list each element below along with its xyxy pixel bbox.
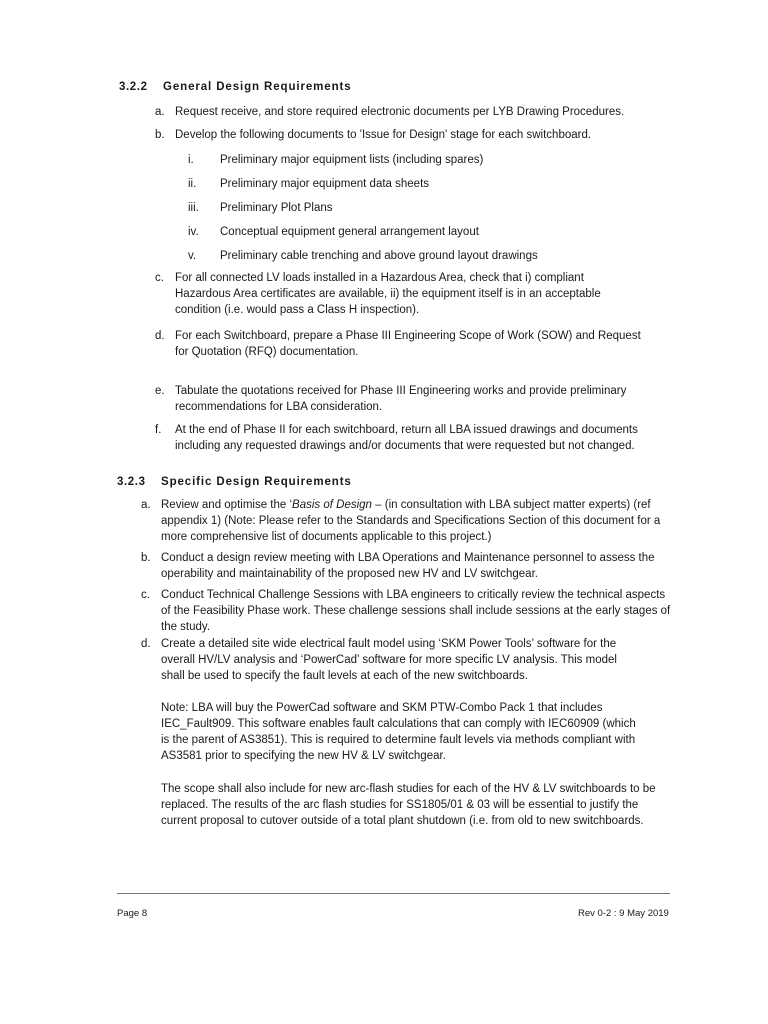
- revision-label: Rev 0-2 : 9 May 2019: [578, 908, 669, 919]
- list-marker: b.: [141, 552, 151, 564]
- list-marker: iv.: [188, 226, 199, 238]
- list-text: For each Switchboard, prepare a Phase III Engineering Scope of Work (SOW) and Request for Quotation (RFQ) documentation.: [175, 330, 641, 358]
- list-text: Preliminary major equipment data sheets: [220, 178, 430, 190]
- list-item: [155, 104, 665, 120]
- sub-list-item: [188, 152, 618, 168]
- list-text: Conceptual equipment general arrangement layout: [220, 226, 479, 238]
- list-marker: b.: [155, 129, 165, 141]
- list-text: Preliminary Plot Plans: [220, 202, 333, 214]
- list-text: For all connected LV loads installed in a Hazardous Area, check that i) compliant Hazardous Area certificates are available, ii) the equipment itself is in an acceptable condition (i.e. would pass a Class H inspection).: [175, 272, 601, 316]
- list-text: Conduct Technical Challenge Sessions with LBA engineers to critically review the technical aspects of the Feasibility Phase work. These challenge sessions shall include sessions at the early stages of the study.: [161, 589, 671, 633]
- list-text: Request receive, and store required electronic documents per LYB Drawing Procedures.: [175, 106, 625, 118]
- list-item: [141, 587, 671, 635]
- list-item: [155, 270, 635, 318]
- list-marker: c.: [141, 589, 150, 601]
- note-paragraph: Note: LBA will buy the PowerCad software and SKM PTW-Combo Pack 1 that includes IEC_Fault909. This software enables fault calculations that can comply with IEC60909 (which is the parent of AS3851). This is required to determine fault levels via methods compliant with AS3581 prior to specifying the new HV & LV switchgear.: [161, 702, 636, 762]
- section-number: 3.2.3: [117, 476, 146, 488]
- list-text: Conduct a design review meeting with LBA Operations and Maintenance personnel to assess the operability and maintainability of the proposed new HV and LV switchgear.: [161, 552, 655, 580]
- list-text: At the end of Phase II for each switchboard, return all LBA issued drawings and documents including any requested drawings and/or documents that were requested but not changed.: [175, 424, 638, 452]
- list-marker: c.: [155, 272, 164, 284]
- section-heading-323: [117, 474, 352, 490]
- list-text: Develop the following documents to 'Issue for Design' stage for each switchboard.: [175, 129, 592, 141]
- section-heading-322: [119, 79, 352, 95]
- emphasis-text: Basis of Design: [292, 499, 372, 511]
- list-item: [155, 328, 645, 360]
- section-number: 3.2.2: [119, 81, 148, 93]
- list-text: Tabulate the quotations received for Phase III Engineering works and provide preliminary recommendations for LBA consideration.: [175, 385, 627, 413]
- list-marker: e.: [155, 385, 165, 397]
- scope-paragraph: The scope shall also include for new arc-flash studies for each of the HV & LV switchboards to be replaced. The results of the arc flash studies for SS1805/01 & 03 will be essential to justify the current proposal to cutover outside of a total plant shutdown (i.e. from old to new switchboards.: [161, 783, 656, 827]
- list-marker: iii.: [188, 202, 199, 214]
- list-marker: i.: [188, 154, 194, 166]
- list-text: [161, 497, 666, 545]
- text-run: Review and optimise the ‘: [161, 499, 293, 511]
- sub-list-item: [188, 200, 618, 216]
- footer-divider: [117, 893, 670, 894]
- list-item: [155, 127, 665, 143]
- page-number: Page 8: [117, 908, 148, 919]
- text-run: – (in consultation with LBA subject matter experts) (ref appendix 1) (Note: Please refer to the Standards and Specifications Section of this document for a more comprehensive list of documents applicable to this project.): [161, 499, 661, 543]
- list-marker: f.: [155, 424, 162, 436]
- list-item: [141, 636, 631, 684]
- section-title: General Design Requirements: [163, 81, 352, 93]
- list-marker: v.: [188, 250, 197, 262]
- list-item: [155, 422, 675, 454]
- list-text: Preliminary cable trenching and above ground layout drawings: [220, 250, 538, 262]
- list-item: [141, 497, 666, 545]
- sub-list-item: [188, 248, 618, 264]
- list-text: Create a detailed site wide electrical fault model using ‘SKM Power Tools’ software for the overall HV/LV analysis and ‘PowerCad’ software for more specific LV analysis. This model shall be used to specify the fault levels at each of the new switchboards.: [161, 638, 617, 682]
- list-item: [155, 383, 675, 415]
- list-item: [141, 550, 661, 582]
- list-marker: ii.: [188, 178, 197, 190]
- list-marker: d.: [155, 330, 165, 342]
- sub-list-item: [188, 224, 618, 240]
- list-marker: a.: [155, 106, 165, 118]
- list-text: Preliminary major equipment lists (including spares): [220, 154, 484, 166]
- list-marker: d.: [141, 638, 151, 650]
- section-title: Specific Design Requirements: [161, 476, 352, 488]
- sub-list-item: [188, 176, 618, 192]
- list-marker: a.: [141, 499, 151, 511]
